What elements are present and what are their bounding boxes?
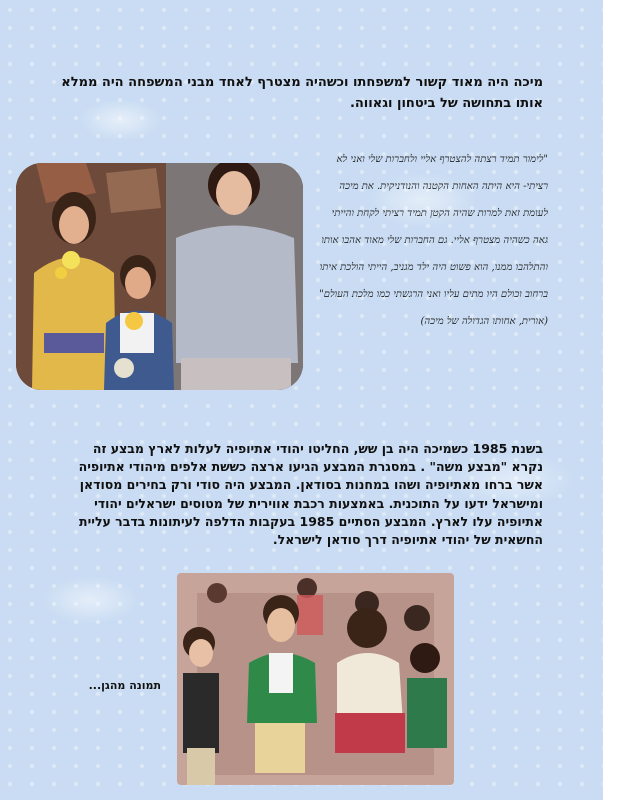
- photo-caption: תמונה מהגן...: [88, 679, 161, 692]
- family-photo-siblings: [16, 163, 303, 390]
- kindergarten-photo-image: [177, 573, 454, 785]
- operation-moses-paragraph: בשנת 1985 כשמיכה היה בן שש, החליטו יהודי אתיופיה לעלות לארץ מבצע זה נקרא "מבצע משה" . במסגרת המבצע הגיעו ארצה כששת אלפים מיהודי אתיופיה אשר ברחו מאתיופיה ושהו במחנות בסודאן. המבצע היה סודי ורק בחירים מסודאן ומישראל ידעו על התוכנית. באמצעות רכבת אווירית של מטוסים ישראלים יהודי אתיופיה עלו לארץ. המבצע הסתיים 1985 בעקבות הדלפה לעיתונות בדבר עליית החשאית של יהודי אתיופיה דרך סודאן לישראל.: [78, 441, 543, 548]
- page-margin: [603, 0, 619, 800]
- sister-quote: "לימור תמיד רצתה להצטרף אליי ולחברות שלי ואני לא רציתי- היא היתה האחות הקטנה והנודניקית. את מיכה לעומת זאת למרות שהיה הקטן תמיד רציתי לקחת והייתי גאה כשהיה מצטרף אליי. גם החברות שלי מאוד אהבו אותו והתלהבו ממנו, הוא פשוט היה ילד מגניב, הייתי הולכת איתו ברחוב וכולם היו מתים עליו ואני הרגשתי כמו מלכת העולם" (אורית, אחותו הגדולה של מיכה): [319, 154, 548, 327]
- family-photo-siblings-image: [16, 163, 303, 390]
- intro-paragraph: מיכה היה מאוד קשור למשפחתו וכשהיה מצטרף לאחד מבני המשפחה היה ממלא אותו בתחושה של ביטחון וגאווה.: [61, 75, 543, 111]
- kindergarten-photo: [177, 573, 454, 785]
